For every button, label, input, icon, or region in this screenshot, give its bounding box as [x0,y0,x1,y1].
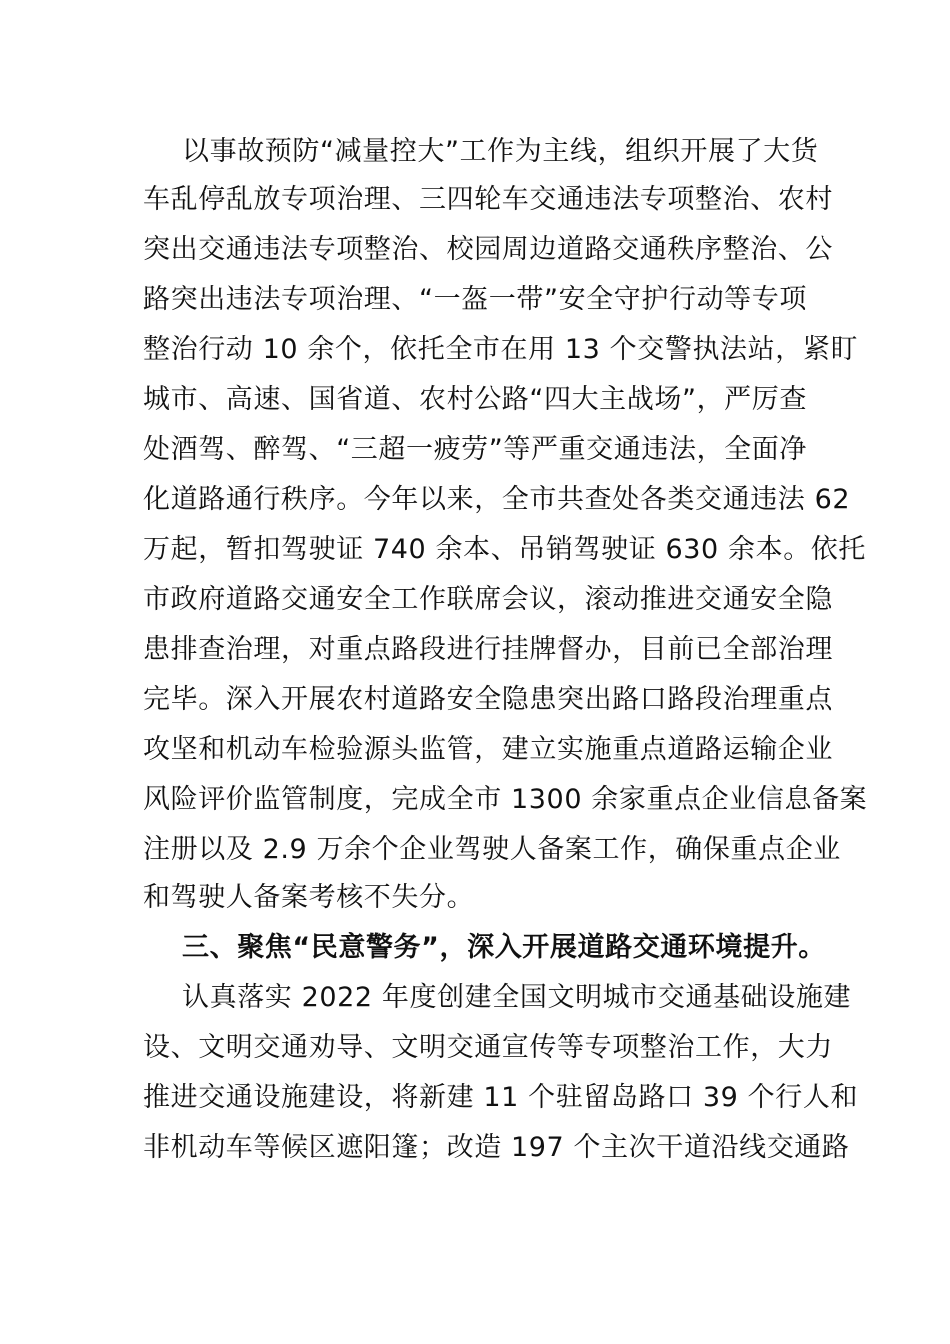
paragraph-line: 患排查治理，对重点路段进行挂牌督办，目前已全部治理 [143,634,833,665]
paragraph-line: 完毕。深入开展农村道路安全隐患突出路口路段治理重点 [143,684,833,715]
paragraph-line: 注册以及 2.9 万余个企业驾驶人备案工作，确保重点企业 [143,834,841,865]
paragraph-line: 认真落实 2022 年度创建全国文明城市交通基础设施建 [182,982,852,1013]
paragraph-line: 风险评价监管制度，完成全市 1300 余家重点企业信息备案 [143,784,868,815]
paragraph-line: 设、文明交通劝导、文明交通宣传等专项整治工作，大力 [143,1032,833,1063]
paragraph-line: 万起，暂扣驾驶证 740 余本、吊销驾驶证 630 余本。依托 [143,534,866,565]
paragraph-line: 非机动车等候区遮阳篷；改造 197 个主次干道沿线交通路 [143,1132,850,1163]
paragraph-line: 处酒驾、醉驾、“三超一疲劳”等严重交通违法，全面净 [143,434,807,465]
paragraph-line: 市政府道路交通安全工作联席会议，滚动推进交通安全隐 [143,584,833,615]
paragraph-line: 突出交通违法专项整治、校园周边道路交通秩序整治、公 [143,234,833,265]
paragraph-line: 车乱停乱放专项治理、三四轮车交通违法专项整治、农村 [143,184,833,215]
paragraph-line: 路突出违法专项治理、“一盔一带”安全守护行动等专项 [143,284,807,315]
paragraph-line: 城市、高速、国省道、农村公路“四大主战场”，严厉查 [143,384,807,415]
paragraph-line: 攻坚和机动车检验源头监管，建立实施重点道路运输企业 [143,734,833,765]
paragraph-line: 和驾驶人备案考核不失分。 [143,882,475,913]
paragraph-line: 以事故预防“减量控大”工作为主线，组织开展了大货 [182,136,819,167]
paragraph-line: 推进交通设施建设，将新建 11 个驻留岛路口 39 个行人和 [143,1082,859,1113]
section-heading-text: 三、聚焦“民意警务”，深入开展道路交通环境提升。 [182,932,826,963]
paragraph-line: 化道路通行秩序。今年以来，全市共查处各类交通违法 62 [143,484,851,515]
paragraph-line: 整治行动 10 余个，依托全市在用 13 个交警执法站，紧盯 [143,334,859,365]
